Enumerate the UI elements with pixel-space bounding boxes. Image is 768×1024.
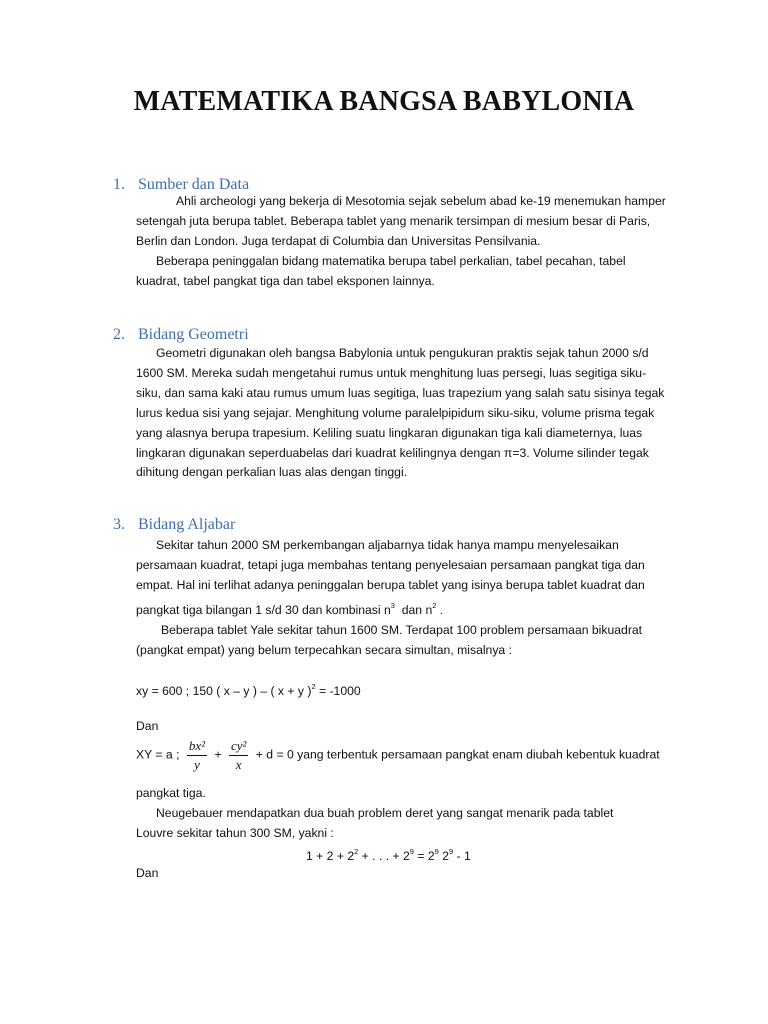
paragraph-line: 1600 SM. Mereka sudah mengetahui rumus untuk menghitung luas persegi, luas segitiga siku- — [136, 365, 647, 380]
paragraph-line: (pangkat empat) yang belum terpecahkan secara simultan, misalnya : — [136, 642, 512, 657]
section-number: 3. — [113, 516, 125, 533]
paragraph-line: Ahli archeologi yang bekerja di Mesotomia sejak sebelum abad ke-19 menemukan hamper — [176, 194, 666, 208]
equation-text: + d = 0 yang terbentuk persamaan pangkat enam diubah kebentuk kuadrat — [255, 747, 660, 762]
paragraph-line: Louvre sekitar tahun 300 SM, yakni : — [136, 825, 334, 840]
equation-text: + — [214, 747, 222, 762]
equation-text: xy = 600 ; 150 ( x – y ) – ( x + y ) — [136, 684, 312, 698]
section-body-sumber — [136, 192, 676, 292]
exponent: 2 — [311, 682, 316, 691]
section-heading-text: Bidang Geometri — [138, 326, 249, 343]
line-text: dan n — [401, 602, 433, 617]
dan-label: Dan — [136, 866, 159, 880]
paragraph-line: Berlin dan London. Juga terdapat di Columbia dan Universitas Pensilvania. — [136, 233, 541, 248]
section-heading-text: Sumber dan Data — [138, 176, 250, 193]
fraction-cy2-over-x — [229, 738, 248, 773]
paragraph-line: Sekitar tahun 2000 SM perkembangan aljabarnya tidak hanya mampu menyelesaikan — [156, 538, 619, 552]
section-number: 2. — [113, 326, 125, 343]
exponent: 2 — [354, 847, 359, 856]
dan-label: Dan — [136, 719, 159, 733]
equation-xy-600 — [136, 682, 361, 698]
equation-text: XY = a ; — [136, 747, 180, 762]
denominator: y — [194, 757, 200, 772]
paragraph-line: Beberapa peninggalan bidang matematika berupa tabel perkalian, tabel pecahan, tabel — [156, 253, 626, 268]
exponent: 2 — [432, 600, 437, 610]
line-text: . — [439, 602, 444, 617]
paragraph-line-with-exponents — [136, 596, 676, 621]
line-text: pangkat tiga bilangan 1 s/d 30 dan kombinasi n — [136, 602, 391, 617]
paragraph-line: setengah juta berupa tablet. Beberapa tablet yang menarik tersimpan di mesium besar di Paris, — [136, 213, 651, 228]
section-heading-geometri — [113, 326, 249, 344]
section-number: 1. — [113, 176, 125, 193]
section-heading-aljabar — [113, 516, 235, 534]
exponent: 3 — [390, 600, 395, 610]
paragraph-line: siku, dan sama kaki atau rumus umum luas segitiga, luas trapezium yang salah satu sisinya tegak — [136, 385, 665, 400]
paragraph-line: Neugebauer mendapatkan dua buah problem deret yang sangat menarik pada tablet — [156, 805, 614, 820]
equation-text: = 2 — [413, 849, 435, 863]
section-body-geometri — [136, 344, 676, 483]
paragraph-line: lurus kedua sisi yang sejajar. Menghitung volume paralelpipidum siku-siku, volume prisma tegak — [136, 405, 655, 420]
equation-xy-a — [136, 738, 660, 773]
equation-series — [306, 847, 471, 863]
denominator: x — [235, 757, 242, 772]
numerator: bx² — [187, 738, 207, 756]
section-heading-text: Bidang Aljabar — [138, 516, 236, 533]
exponent: 9 — [434, 847, 439, 856]
equation-text: 1 + 2 + 2 — [306, 849, 355, 863]
section-body-aljabar — [136, 536, 676, 660]
section-body-aljabar-continued — [136, 784, 676, 844]
paragraph-line: kuadrat, tabel pangkat tiga dan tabel eksponen lainnya. — [136, 273, 435, 288]
paragraph-line: empat. Hal ini terlihat adanya peninggalan berupa tablet yang isinya berupa tablet kuadrat dan — [136, 577, 645, 592]
paragraph-line: dihitung dengan perkalian luas alas dengan tinggi. — [136, 465, 408, 480]
exponent: 9 — [448, 847, 454, 856]
numerator: cy² — [229, 738, 248, 756]
equation-text: - 1 — [453, 849, 471, 863]
paragraph-line: persamaan kuadrat, tetapi juga membahas tentang penyelesaian persamaan pangkat tiga dan — [136, 557, 645, 572]
paragraph-line: yang alasnya berupa trapesium. Keliling suatu lingkaran digunakan tiga kali diameternya, luas — [136, 425, 643, 440]
equation-text: 2 — [438, 849, 449, 863]
paragraph-line: Geometri digunakan oleh bangsa Babylonia untuk pengukuran praktis sejak tahun 2000 s/d — [156, 346, 649, 360]
page-title: MATEMATIKA BANGSA BABYLONIA — [133, 86, 635, 117]
paragraph-line: pangkat tiga. — [136, 786, 206, 800]
equation-text: = -1000 — [315, 684, 361, 698]
exponent: 9 — [409, 847, 414, 856]
paragraph-line: Beberapa tablet Yale sekitar tahun 1600 SM. Terdapat 100 problem persamaan bikuadrat — [161, 622, 643, 637]
fraction-bx2-over-y — [187, 738, 207, 773]
paragraph-line: lingkaran digunakan seperduabelas dari kuadrat kelilingnya dengan π=3. Volume silinder tegak — [136, 445, 649, 460]
equation-text: + . . . + 2 — [358, 849, 410, 863]
